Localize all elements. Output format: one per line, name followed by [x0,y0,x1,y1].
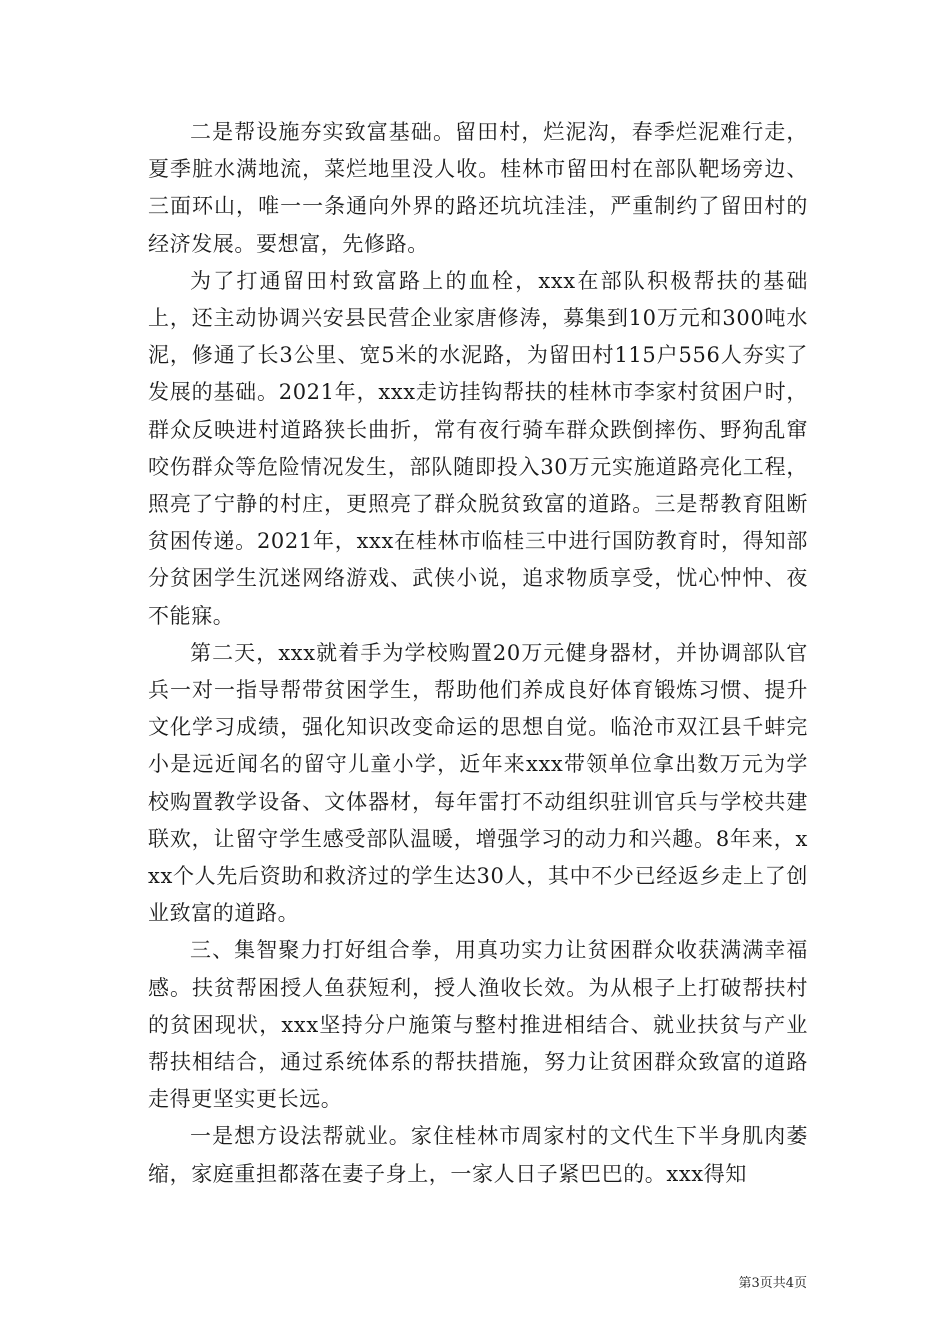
page-number-footer: 第3页共4页 [738,1276,807,1291]
document-body [148,114,808,1193]
paragraph-4: 三、集智聚力打好组合拳，用真功实力让贫困群众收获满满幸福感。扶贫帮困授人鱼获短利，授人渔收长效。为从根子上打破帮扶村的贫困现状，xxx坚持分户施策与整村推进相结合、就业扶贫与产业帮扶相结合，通过系统体系的帮扶措施，努力让贫困群众致富的道路走得更坚实更长远。 [148,938,808,1112]
paragraph-5: 一是想方设法帮就业。家住桂林市周家村的文代生下半身肌肉萎缩，家庭重担都落在妻子身上，一家人日子紧巴巴的。xxx得知 [148,1124,808,1186]
paragraph-3: 第二天，xxx就着手为学校购置20万元健身器材，并协调部队官兵一对一指导帮带贫困学生，帮助他们养成良好体育锻炼习惯、提升文化学习成绩，强化知识改变命运的思想自觉。临沧市双江县千蚌完小是远近闻名的留守儿童小学，近年来xxx带领单位拿出数万元为学校购置教学设备、文体器材，每年雷打不动组织驻训官兵与学校共建联欢，让留守学生感受部队温暖，增强学习的动力和兴趣。8年来，xxx个人先后资助和救济过的学生达30人，其中不少已经返乡走上了创业致富的道路。 [148,640,808,926]
paragraph-1: 二是帮设施夯实致富基础。留田村，烂泥沟，春季烂泥难行走，夏季脏水满地流，菜烂地里没人收。桂林市留田村在部队靶场旁边、三面环山，唯一一条通向外界的路还坑坑洼洼，严重制约了留田村的经济发展。要想富，先修路。 [148,120,808,256]
paragraph-2: 为了打通留田村致富路上的血栓，xxx在部队积极帮扶的基础上，还主动协调兴安县民营企业家唐修涛，募集到10万元和300吨水泥，修通了长3公里、宽5米的水泥路，为留田村115户556人夯实了发展的基础。2021年，xxx走访挂钩帮扶的桂林市李家村贫困户时，群众反映进村道路狭长曲折，常有夜行骑车群众跌倒摔伤、野狗乱窜咬伤群众等危险情况发生，部队随即投入30万元实施道路亮化工程，照亮了宁静的村庄，更照亮了群众脱贫致富的道路。三是帮教育阻断贫困传递。2021年，xxx在桂林市临桂三中进行国防教育时，得知部分贫困学生沉迷网络游戏、武侠小说，追求物质享受，忧心忡忡、夜不能寐。 [148,268,808,628]
